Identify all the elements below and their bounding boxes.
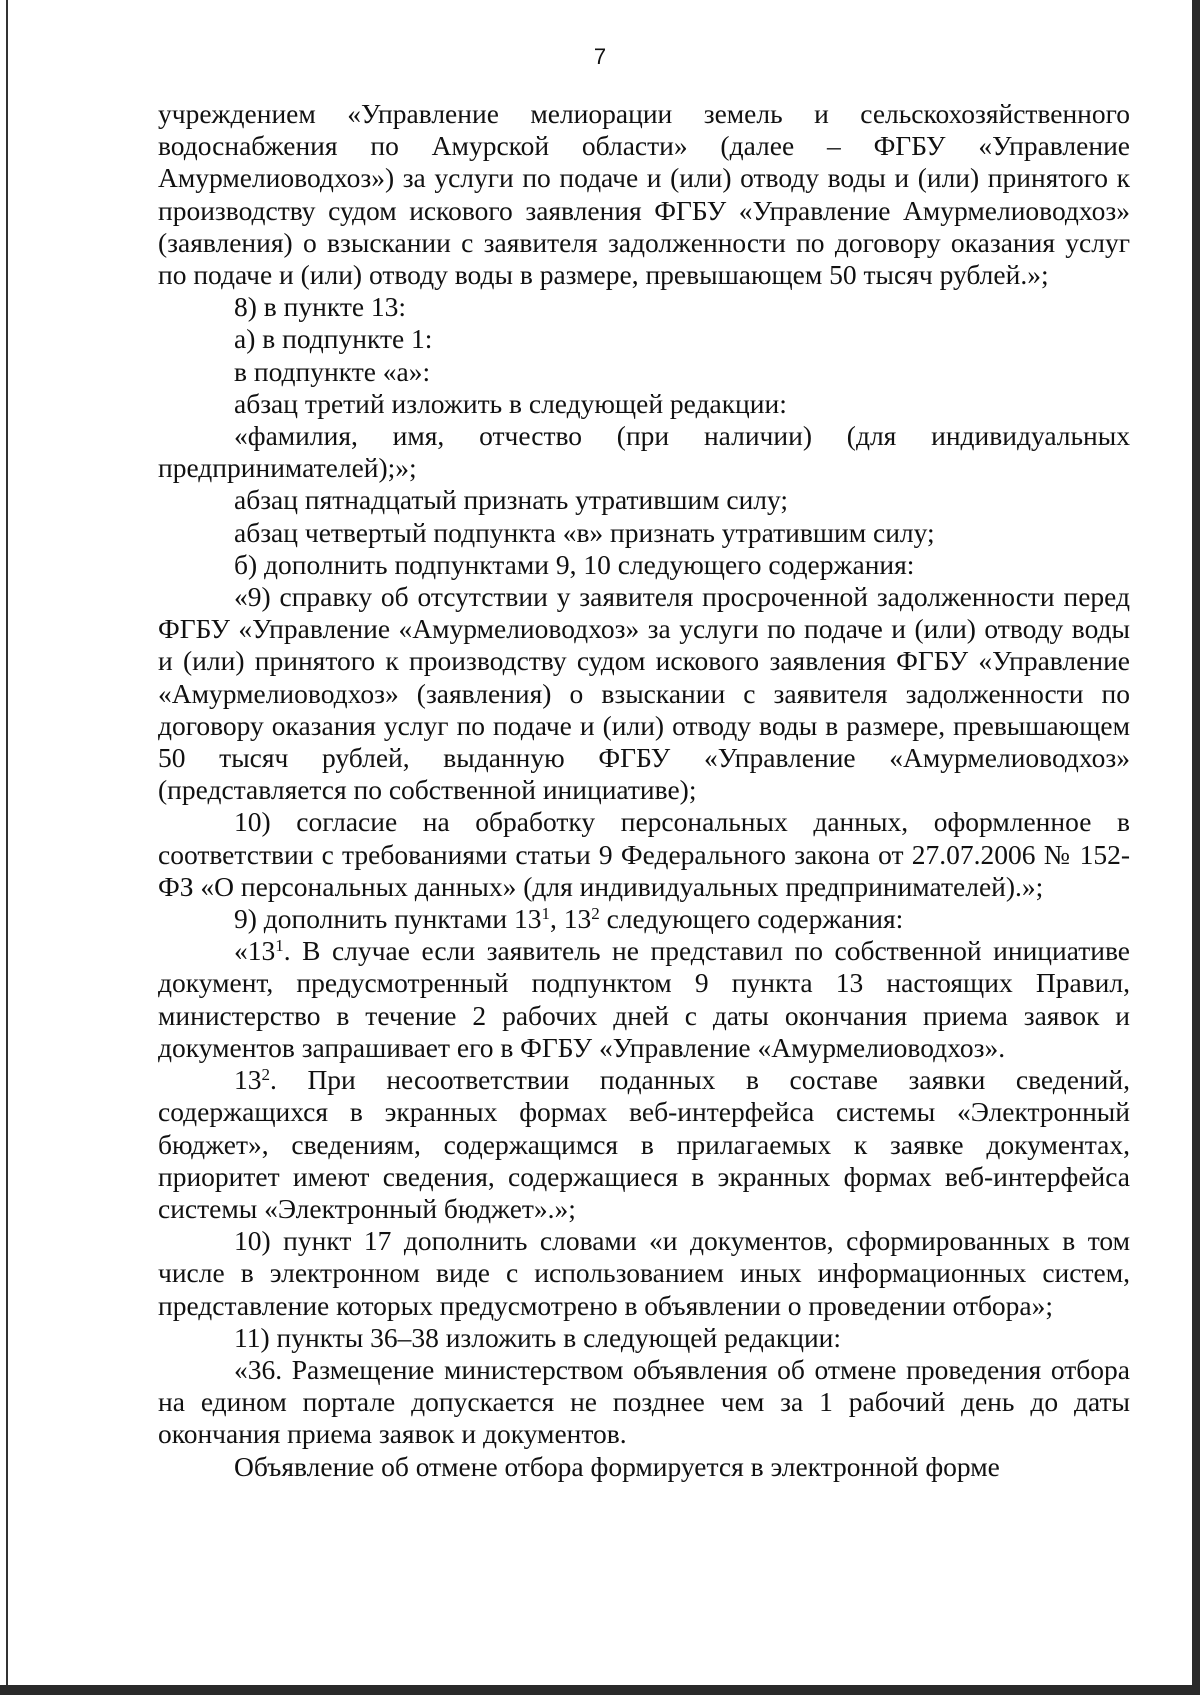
paragraph: 10) согласие на обработку персональных данных, оформленное в соответствии с требованиями статьи 9 Федерального закона от 27.07.2006 № 152-ФЗ «О персональных данных» (для индивидуальных предпринимателей).»; [158, 806, 1130, 902]
paragraph: учреждением «Управление мелиорации земель и сельскохозяйственного водоснабжения по Амурской области» (далее – ФГБУ «Управление Амурмелиоводхоз») за услуги по подаче и (или) отводу воды и (или) принятого к производству судом искового заявления ФГБУ «Управление Амурмелиоводхоз» (заявления) о взыскании с заявителя задолженности по договору оказания услуг по подаче и (или) отводу воды в размере, превышающем 50 тысяч рублей.»; [158, 98, 1130, 291]
paragraph: а) в подпункте 1: [234, 323, 433, 355]
paragraph: 10) пункт 17 дополнить словами «и документов, сформированных в том числе в электронном виде с использованием иных информационных систем, представление которых предусмотрено в объявлении о проведении отбора»; [158, 1225, 1130, 1321]
text-run: 9) дополнить пунктами 13 [234, 903, 542, 935]
text-run: . В случае если заявитель не представил по собственной инициативе документ, предусмотренный подпунктом 9 пункта 13 настоящих Правил, министерство в течение 2 рабочих дней с даты окончания приема заявок и документов запрашивает его в ФГБУ «Управление «Амурмелиоводхоз». [158, 935, 1130, 1063]
paragraph: абзац четвертый подпункта «в» признать утратившим силу; [234, 516, 935, 548]
paragraph: Объявление об отмене отбора формируется в электронной форме [234, 1450, 1000, 1482]
text-run: , 13 [549, 903, 592, 935]
text-run: «13 [234, 935, 276, 967]
text-run: . При несоответствии поданных в составе заявки сведений, содержащихся в экранных формах веб-интерфейса системы «Электронный бюджет», сведениям, содержащимся в прилагаемых к заявке документах, приоритет имеют сведения, содержащиеся в экранных формах веб-интерфейса системы «Электронный бюджет».»; [158, 1064, 1130, 1224]
paragraph: абзац пятнадцатый признать утратившим силу; [234, 484, 789, 516]
paragraph [158, 1064, 1130, 1225]
paragraph: 11) пункты 36–38 изложить в следующей редакции: [234, 1321, 842, 1353]
scan-border-right [1192, 0, 1200, 1695]
document-body [158, 98, 1130, 1483]
superscript: 2 [591, 904, 600, 924]
paragraph: 8) в пункте 13: [234, 291, 407, 323]
paragraph: «9) справку об отсутствии у заявителя просроченной задолженности перед ФГБУ «Управление «Амурмелиоводхоз» за услуги по подаче и (или) отводу воды и (или) принятого к производству судом искового заявления ФГБУ «Управление «Амурмелиоводхоз» (заявления) о взыскании с заявителя задолженности по договору оказания услуг по подаче и (или) отводу воды в размере, превышающем 50 тысяч рублей, выданную ФГБУ «Управление «Амурмелиоводхоз» (представляется по собственной инициативе); [158, 581, 1130, 806]
scan-border-left [6, 0, 8, 1695]
paragraph: в подпункте «а»: [234, 355, 431, 387]
paragraph: абзац третий изложить в следующей редакции: [234, 387, 787, 419]
superscript: 1 [541, 904, 550, 924]
paragraph [158, 935, 1130, 1064]
scan-border-bottom [0, 1685, 1200, 1695]
text-run: следующего содержания: [599, 903, 904, 935]
paragraph [158, 903, 1130, 935]
paragraph: «36. Размещение министерством объявления об отмене проведения отбора на едином портале допускается не позднее чем за 1 рабочий день до даты окончания приема заявок и документов. [158, 1353, 1130, 1450]
superscript: 2 [261, 1065, 270, 1085]
text-run: 13 [234, 1064, 262, 1096]
superscript: 1 [275, 936, 284, 956]
paragraph: б) дополнить подпунктами 9, 10 следующего содержания: [234, 548, 915, 580]
paragraph: «фамилия, имя, отчество (при наличии) (для индивидуальных предпринимателей);»; [158, 420, 1130, 484]
page-number: 7 [593, 44, 607, 69]
